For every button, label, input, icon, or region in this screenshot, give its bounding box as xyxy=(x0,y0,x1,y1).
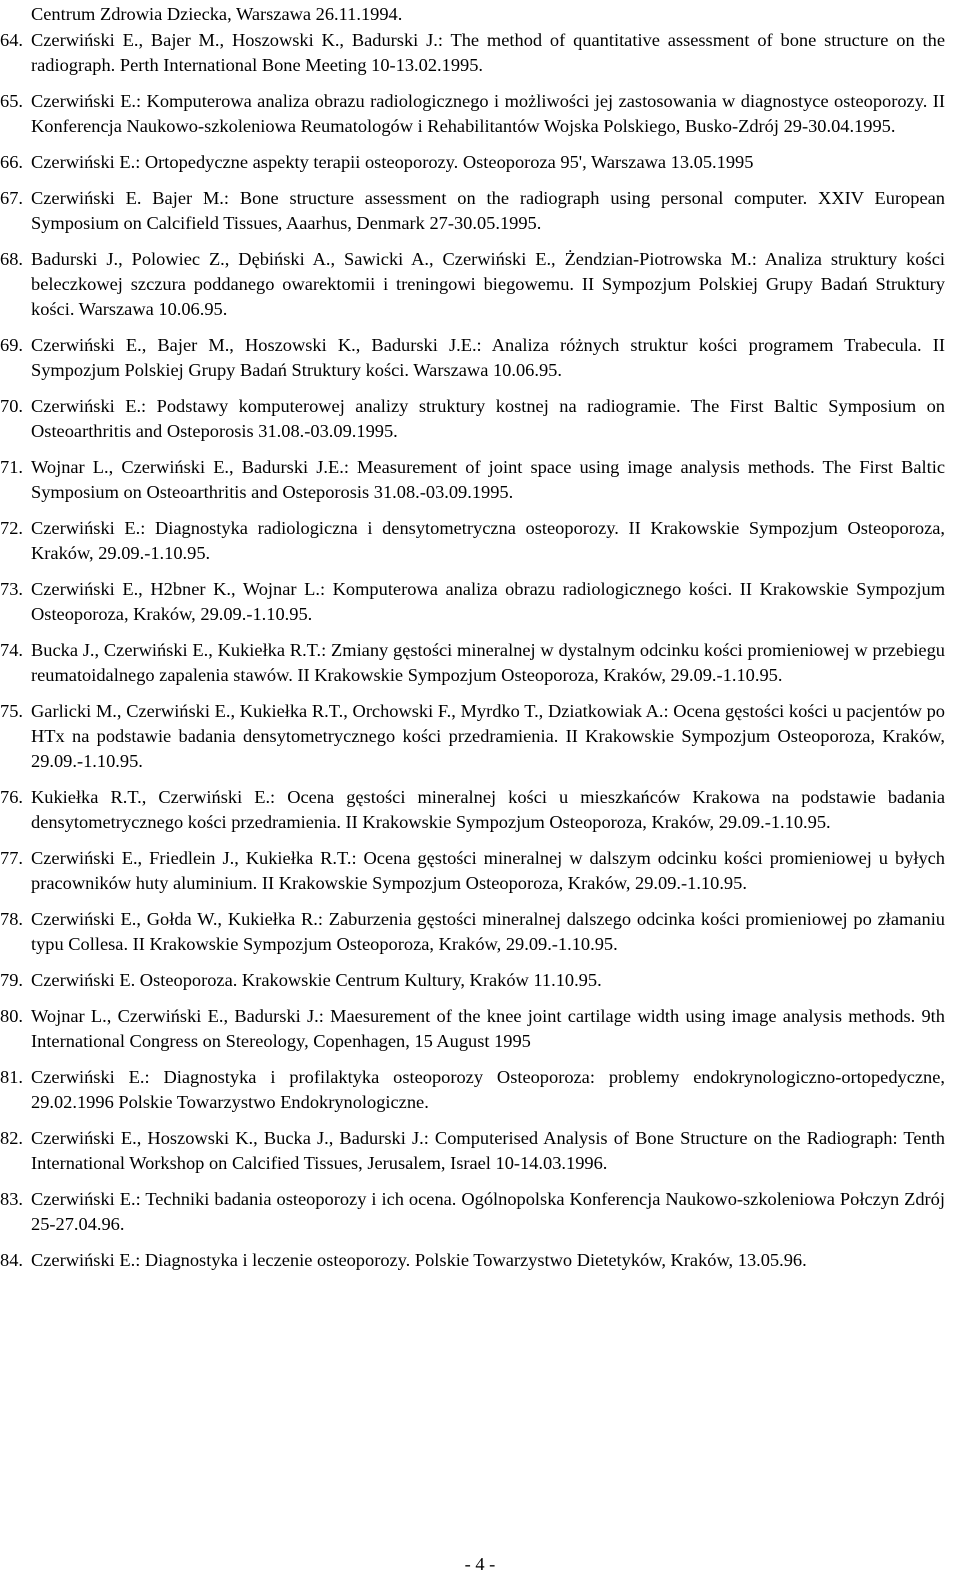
lead-line: Centrum Zdrowia Dziecka, Warszawa 26.11.1994. xyxy=(31,4,403,24)
reference-entry: 75. Garlicki M., Czerwiński E., Kukiełka R.T., Orchowski F., Myrdko T., Dziatkowiak A.: Ocena gęstości kości u pacjentów po HTx na podstawie badania densytometrycznego kości przedramienia. II Krakowskie Sympozjum Osteoporoza, Kraków, 29.09.-1.10.95. xyxy=(31,699,945,774)
reference-text: Kukiełka R.T., Czerwiński E.: Ocena gęstości mineralnej kości u mieszkańców Krakowa na podstawie badania densytometrycznego kości przedramienia. II Krakowskie Sympozjum Osteoporoza, Kraków, 29.09.-1.10.95. xyxy=(31,787,945,832)
reference-text: Czerwiński E., Bajer M., Hoszowski K., Badurski J.: The method of quantitative assessment of bone structure on the radiograph. Perth International Bone Meeting 10-13.02.1995. xyxy=(31,30,945,75)
reference-text: Czerwiński E.: Diagnostyka i profilaktyka osteoporozy Osteoporoza: problemy endokrynologiczno-ortopedyczne, 29.02.1996 Polskie Towarzystwo Endokrynologiczne. xyxy=(31,1067,945,1112)
reference-text: Czerwiński E.: Diagnostyka radiologiczna i densytometryczna osteoporozy. II Krakowskie Sympozjum Osteoporoza, Kraków, 29.09.-1.10.95. xyxy=(31,518,945,563)
reference-entry: 72. Czerwiński E.: Diagnostyka radiologiczna i densytometryczna osteoporozy. II Krakowskie Sympozjum Osteoporoza, Kraków, 29.09.-1.10.95. xyxy=(31,516,945,566)
reference-entry: 70. Czerwiński E.: Podstawy komputerowej analizy struktury kostnej na radiogramie. The First Baltic Symposium on Osteoarthritis and Osteporosis 31.08.-03.09.1995. xyxy=(31,394,945,444)
reference-entry: 65. Czerwiński E.: Komputerowa analiza obrazu radiologicznego i możliwości jej zastosowania w diagnostyce osteoporozy. II Konferencja Naukowo-szkoleniowa Reumatologów i Rehabilitantów Wojska Polskiego, Busko-Zdrój 29-30.04.1995. xyxy=(31,89,945,139)
page-number: - 4 - xyxy=(464,1554,496,1574)
reference-text: Wojnar L., Czerwiński E., Badurski J.: Maesurement of the knee joint cartilage width using image analysis methods. 9th International Congress on Stereology, Copenhagen, 15 August 1995 xyxy=(31,1006,945,1051)
reference-entry: 81. Czerwiński E.: Diagnostyka i profilaktyka osteoporozy Osteoporoza: problemy endokrynologiczno-ortopedyczne, 29.02.1996 Polskie Towarzystwo Endokrynologiczne. xyxy=(31,1065,945,1115)
reference-text: Bucka J., Czerwiński E., Kukiełka R.T.: Zmiany gęstości mineralnej w dystalnym odcinku kości promieniowej w przebiegu reumatoidalnego zapalenia stawów. II Krakowskie Sympozjum Osteoporoza, Kraków, 29.09.-1.10.95. xyxy=(31,640,945,685)
reference-entry: 82. Czerwiński E., Hoszowski K., Bucka J., Badurski J.: Computerised Analysis of Bone Structure on the Radiograph: Tenth International Workshop on Calcified Tissues, Jerusalem, Israel 10-14.03.1996. xyxy=(31,1126,945,1176)
reference-entry: 68. Badurski J., Polowiec Z., Dębiński A., Sawicki A., Czerwiński E., Żendzian-Piotrowska M.: Analiza struktury kości beleczkowej szczura poddanego owarektomii i treningowi biegowemu. II Sympozjum Polskiej Grupy Badań Struktury kości. Warszawa 10.06.95. xyxy=(31,247,945,322)
reference-entry: 77. Czerwiński E., Friedlein J., Kukiełka R.T.: Ocena gęstości mineralnej w dalszym odcinku kości promieniowej u byłych pracowników huty aluminium. II Krakowskie Sympozjum Osteoporoza, Kraków, 29.09.-1.10.95. xyxy=(31,846,945,896)
reference-text: Czerwiński E.: Techniki badania osteoporozy i ich ocena. Ogólnopolska Konferencja Naukowo-szkoleniowa Połczyn Zdrój 25-27.04.96. xyxy=(31,1189,945,1234)
reference-text: Czerwiński E., Bajer M., Hoszowski K., Badurski J.E.: Analiza różnych struktur kości programem Trabecula. II Sympozjum Polskiej Grupy Badań Struktury kości. Warszawa 10.06.95. xyxy=(31,335,945,380)
reference-list xyxy=(0,28,945,1273)
reference-text: Czerwiński E., Gołda W., Kukiełka R.: Zaburzenia gęstości mineralnej dalszego odcinka kości promieniowej po złamaniu typu Collesa. II Krakowskie Sympozjum Osteoporoza, Kraków, 29.09.-1.10.95. xyxy=(31,909,945,954)
reference-entry: 80. Wojnar L., Czerwiński E., Badurski J.: Maesurement of the knee joint cartilage width using image analysis methods. 9th International Congress on Stereology, Copenhagen, 15 August 1995 xyxy=(31,1004,945,1054)
reference-text: Czerwiński E., Hoszowski K., Bucka J., Badurski J.: Computerised Analysis of Bone Structure on the Radiograph: Tenth International Workshop on Calcified Tissues, Jerusalem, Israel 10-14.03.1996. xyxy=(31,1128,945,1173)
reference-text: Czerwiński E.: Komputerowa analiza obrazu radiologicznego i możliwości jej zastosowania w diagnostyce osteoporozy. II Konferencja Naukowo-szkoleniowa Reumatologów i Rehabilitantów Wojska Polskiego, Busko-Zdrój 29-30.04.1995. xyxy=(31,91,945,136)
reference-entry: 84. Czerwiński E.: Diagnostyka i leczenie osteoporozy. Polskie Towarzystwo Dietetyków, Kraków, 13.05.96. xyxy=(31,1248,945,1273)
reference-entry: 79. Czerwiński E. Osteoporoza. Krakowskie Centrum Kultury, Kraków 11.10.95. xyxy=(31,968,945,993)
reference-text: Garlicki M., Czerwiński E., Kukiełka R.T., Orchowski F., Myrdko T., Dziatkowiak A.: Ocena gęstości kości u pacjentów po HTx na podstawie badania densytometrycznego kości przedramienia. II Krakowskie Sympozjum Osteoporoza, Kraków, 29.09.-1.10.95. xyxy=(31,701,945,771)
reference-text: Czerwiński E.: Diagnostyka i leczenie osteoporozy. Polskie Towarzystwo Dietetyków, Kraków, 13.05.96. xyxy=(31,1250,807,1270)
reference-entry: 69. Czerwiński E., Bajer M., Hoszowski K., Badurski J.E.: Analiza różnych struktur kości programem Trabecula. II Sympozjum Polskiej Grupy Badań Struktury kości. Warszawa 10.06.95. xyxy=(31,333,945,383)
reference-text: Czerwiński E.: Ortopedyczne aspekty terapii osteoporozy. Osteoporoza 95', Warszawa 13.05.1995 xyxy=(31,152,754,172)
reference-text: Wojnar L., Czerwiński E., Badurski J.E.: Measurement of joint space using image analysis methods. The First Baltic Symposium on Osteoarthritis and Osteporosis 31.08.-03.09.1995. xyxy=(31,457,945,502)
reference-text: Czerwiński E.: Podstawy komputerowej analizy struktury kostnej na radiogramie. The First Baltic Symposium on Osteoarthritis and Osteporosis 31.08.-03.09.1995. xyxy=(31,396,945,441)
reference-entry: 73. Czerwiński E., H2bner K., Wojnar L.: Komputerowa analiza obrazu radiologicznego kości. II Krakowskie Sympozjum Osteoporoza, Kraków, 29.09.-1.10.95. xyxy=(31,577,945,627)
reference-entry: 67. Czerwiński E. Bajer M.: Bone structure assessment on the radiograph using personal computer. XXIV European Symposium on Calcifield Tissues, Aaarhus, Denmark 27-30.05.1995. xyxy=(31,186,945,236)
reference-entry: 71. Wojnar L., Czerwiński E., Badurski J.E.: Measurement of joint space using image analysis methods. The First Baltic Symposium on Osteoarthritis and Osteporosis 31.08.-03.09.1995. xyxy=(31,455,945,505)
reference-text: Czerwiński E. Osteoporoza. Krakowskie Centrum Kultury, Kraków 11.10.95. xyxy=(31,970,602,990)
reference-entry: 78. Czerwiński E., Gołda W., Kukiełka R.: Zaburzenia gęstości mineralnej dalszego odcinka kości promieniowej po złamaniu typu Collesa. II Krakowskie Sympozjum Osteoporoza, Kraków, 29.09.-1.10.95. xyxy=(31,907,945,957)
reference-entry: 64. Czerwiński E., Bajer M., Hoszowski K., Badurski J.: The method of quantitative assessment of bone structure on the radiograph. Perth International Bone Meeting 10-13.02.1995. xyxy=(31,28,945,78)
reference-entry: 76. Kukiełka R.T., Czerwiński E.: Ocena gęstości mineralnej kości u mieszkańców Krakowa na podstawie badania densytometrycznego kości przedramienia. II Krakowskie Sympozjum Osteoporoza, Kraków, 29.09.-1.10.95. xyxy=(31,785,945,835)
reference-text: Czerwiński E. Bajer M.: Bone structure assessment on the radiograph using personal computer. XXIV European Symposium on Calcifield Tissues, Aaarhus, Denmark 27-30.05.1995. xyxy=(31,188,945,233)
reference-text: Czerwiński E., Friedlein J., Kukiełka R.T.: Ocena gęstości mineralnej w dalszym odcinku kości promieniowej u byłych pracowników huty aluminium. II Krakowskie Sympozjum Osteoporoza, Kraków, 29.09.-1.10.95. xyxy=(31,848,945,893)
reference-text: Czerwiński E., H2bner K., Wojnar L.: Komputerowa analiza obrazu radiologicznego kości. II Krakowskie Sympozjum Osteoporoza, Kraków, 29.09.-1.10.95. xyxy=(31,579,945,624)
reference-entry: 66. Czerwiński E.: Ortopedyczne aspekty terapii osteoporozy. Osteoporoza 95', Warszawa 13.05.1995 xyxy=(31,150,945,175)
reference-text: Badurski J., Polowiec Z., Dębiński A., Sawicki A., Czerwiński E., Żendzian-Piotrowska M.: Analiza struktury kości beleczkowej szczura poddanego owarektomii i treningowi biegowemu. II Sympozjum Polskiej Grupy Badań Struktury kości. Warszawa 10.06.95. xyxy=(31,249,945,319)
reference-entry: 83. Czerwiński E.: Techniki badania osteoporozy i ich ocena. Ogólnopolska Konferencja Naukowo-szkoleniowa Połczyn Zdrój 25-27.04.96. xyxy=(31,1187,945,1237)
reference-entry: 74. Bucka J., Czerwiński E., Kukiełka R.T.: Zmiany gęstości mineralnej w dystalnym odcinku kości promieniowej w przebiegu reumatoidalnego zapalenia stawów. II Krakowskie Sympozjum Osteoporoza, Kraków, 29.09.-1.10.95. xyxy=(31,638,945,688)
